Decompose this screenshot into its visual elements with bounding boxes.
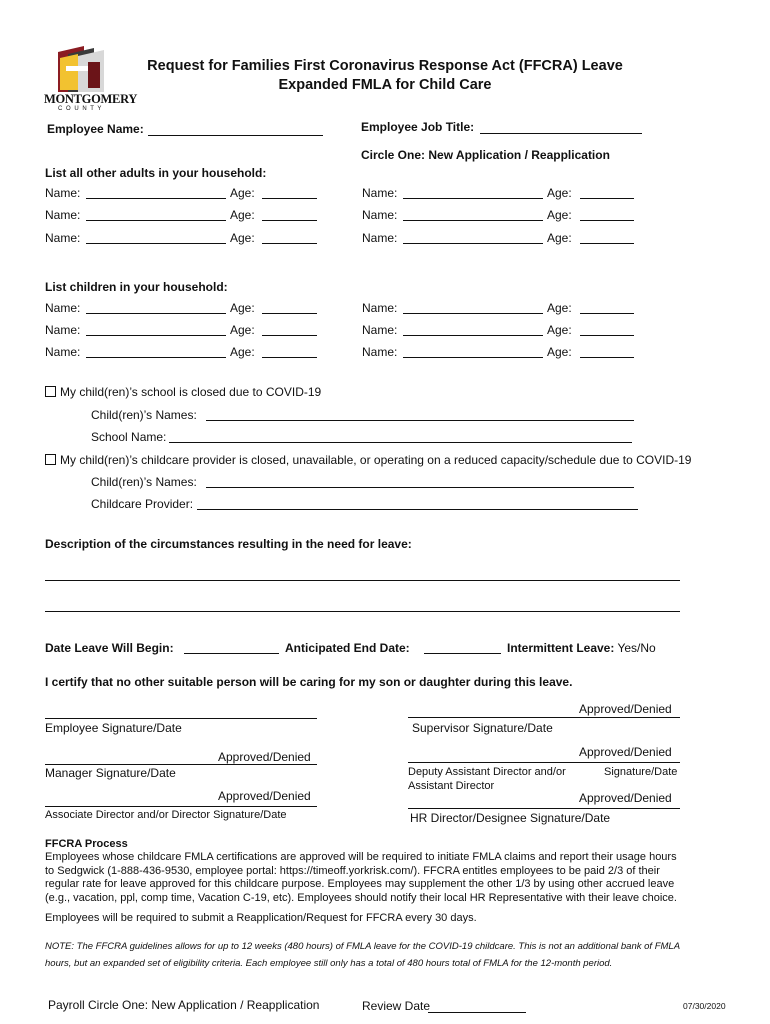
deputy-label-line1: Deputy Assistant Director and/or [408, 766, 566, 778]
hr-approved-denied[interactable]: Approved/Denied [579, 791, 672, 805]
process-paragraph [45, 851, 725, 905]
child-name-field[interactable] [86, 313, 226, 314]
school-childrens-names-label: Child(ren)’s Names: [91, 408, 197, 422]
form-date: 07/30/2020 [683, 1001, 726, 1011]
adult-name-field[interactable] [403, 198, 543, 199]
childcare-closed-checkbox[interactable] [45, 454, 56, 465]
process-line: (e.g., vacation, ppl, comp time, Vacation C-19, etc). Employees should notify their local HR Representative with their leave choice. [45, 891, 677, 904]
childcare-childrens-names-label: Child(ren)’s Names: [91, 475, 197, 489]
adult-age-label: Age: [547, 186, 572, 200]
supervisor-signature-label: Supervisor Signature/Date [412, 721, 553, 735]
intermittent-label: Intermittent Leave: [507, 641, 615, 655]
manager-approved-denied[interactable]: Approved/Denied [218, 750, 311, 764]
child-age-label: Age: [547, 345, 572, 359]
adult-name-field[interactable] [86, 220, 226, 221]
deputy-signature-date-label: Signature/Date [604, 766, 678, 778]
hr-signature-label: HR Director/Designee Signature/Date [410, 811, 611, 825]
adult-name-field[interactable] [86, 243, 226, 244]
child-age-label: Age: [230, 323, 255, 337]
supervisor-signature-line[interactable] [408, 717, 680, 718]
school-childrens-names-field[interactable] [206, 420, 634, 421]
employee-signature-line[interactable] [45, 718, 317, 719]
school-name-field[interactable] [169, 442, 632, 443]
child-age-label: Age: [230, 301, 255, 315]
school-closed-checkbox[interactable] [45, 386, 56, 397]
reapplication-note: Employees will be required to submit a Reapplication/Request for FFCRA every 30 days. [45, 912, 477, 924]
child-name-field[interactable] [86, 357, 226, 358]
child-age-field[interactable] [262, 335, 317, 336]
childcare-closed-option[interactable] [45, 453, 691, 467]
child-age-field[interactable] [580, 335, 634, 336]
deputy-approved-denied[interactable]: Approved/Denied [579, 745, 672, 759]
description-line-1[interactable] [45, 580, 680, 581]
adult-name-label: Name: [45, 231, 81, 245]
adult-age-field[interactable] [580, 243, 634, 244]
childcare-provider-field[interactable] [197, 509, 638, 510]
process-heading: FFCRA Process [45, 838, 128, 850]
logo-text: MONTGOMERY [44, 92, 138, 106]
page-title: Request for Families First Coronavirus Response Act (FFCRA) Leave [147, 58, 623, 74]
review-date-field[interactable] [428, 1012, 526, 1013]
circle-one-application: Circle One: New Application / Reapplication [361, 148, 610, 162]
note-line: NOTE: The FFCRA guidelines allows for up to 12 weeks (480 hours) of FMLA leave for the COVID-19 childcare. This is not an additional bank of FMLA [45, 941, 681, 952]
child-name-field[interactable] [86, 335, 226, 336]
adult-name-label: Name: [45, 186, 81, 200]
associate-signature-label: Associate Director and/or Director Signature/Date [45, 809, 287, 821]
adult-age-field[interactable] [262, 198, 317, 199]
child-name-label: Name: [362, 345, 398, 359]
intermittent-value: Yes/No [617, 641, 656, 655]
adult-age-label: Age: [230, 208, 255, 222]
school-closed-option[interactable] [45, 385, 321, 399]
adult-name-field[interactable] [403, 243, 543, 244]
deputy-signature-line[interactable] [408, 762, 680, 763]
adult-age-field[interactable] [580, 220, 634, 221]
child-name-field[interactable] [403, 335, 543, 336]
child-age-field[interactable] [262, 313, 317, 314]
adult-age-field[interactable] [262, 220, 317, 221]
page-subtitle: Expanded FMLA for Child Care [278, 77, 492, 93]
note-line: hours, but an expanded set of eligibility criteria. Each employee still only has a total of 480 hours total of FMLA for the 12-month period. [45, 958, 613, 969]
childcare-provider-label: Childcare Provider: [91, 497, 194, 511]
process-line: to Sedgwick (1-888-436-9530, employee portal: https://timeoff.yorkrisk.com/). FFCRA entitles employees to be paid 2/3 of their [45, 864, 660, 877]
child-age-field[interactable] [262, 357, 317, 358]
employee-name-field[interactable] [148, 135, 323, 136]
hr-signature-line[interactable] [408, 808, 680, 809]
anticipated-end-field[interactable] [424, 653, 501, 654]
employee-signature-label: Employee Signature/Date [45, 721, 182, 735]
child-name-label: Name: [362, 323, 398, 337]
child-name-label: Name: [45, 323, 81, 337]
child-age-field[interactable] [580, 313, 634, 314]
adult-name-field[interactable] [86, 198, 226, 199]
child-age-label: Age: [230, 345, 255, 359]
childcare-closed-label: My child(ren)’s childcare provider is closed, unavailable, or operating on a reduced capacity/schedule due to COVID-19 [60, 453, 692, 467]
manager-signature-line[interactable] [45, 764, 317, 765]
adult-age-field[interactable] [580, 198, 634, 199]
adult-name-label: Name: [362, 208, 398, 222]
review-date-label: Review Date [362, 999, 431, 1013]
logo-subtext: C O U N T Y [58, 106, 103, 112]
school-name-label: School Name: [91, 430, 167, 444]
child-name-field[interactable] [403, 357, 543, 358]
adult-name-field[interactable] [403, 220, 543, 221]
child-age-field[interactable] [580, 357, 634, 358]
adults-heading: List all other adults in your household: [45, 166, 267, 180]
process-line: Employees whose childcare FMLA certifications are approved will be required to initiate FMLA claims and report their usage hours [45, 851, 677, 863]
employee-job-title-label: Employee Job Title: [361, 120, 475, 134]
child-age-label: Age: [547, 301, 572, 315]
child-name-label: Name: [362, 301, 398, 315]
process-line: regular rate for leave approved for this childcare purpose. Employees may supplement the other 1/3 by using other accrued leave [45, 878, 675, 890]
payroll-circle-one: Payroll Circle One: New Application / Reapplication [48, 998, 320, 1012]
employee-name-label: Employee Name: [47, 122, 144, 136]
employee-job-title-field[interactable] [480, 133, 642, 134]
adult-name-label: Name: [45, 208, 81, 222]
associate-approved-denied[interactable]: Approved/Denied [218, 789, 311, 803]
school-closed-label: My child(ren)’s school is closed due to COVID-19 [60, 385, 322, 399]
child-name-label: Name: [45, 301, 81, 315]
adult-age-label: Age: [230, 186, 255, 200]
date-begin-label: Date Leave Will Begin: [45, 641, 174, 655]
description-line-2[interactable] [45, 611, 680, 612]
certify-statement: I certify that no other suitable person will be caring for my son or daughter during this leave. [45, 675, 573, 689]
adult-age-label: Age: [230, 231, 255, 245]
manager-signature-label: Manager Signature/Date [45, 766, 176, 780]
adult-age-label: Age: [547, 208, 572, 222]
child-age-label: Age: [547, 323, 572, 337]
adult-age-label: Age: [547, 231, 572, 245]
child-name-label: Name: [45, 345, 81, 359]
adult-age-field[interactable] [262, 243, 317, 244]
date-begin-field[interactable] [184, 653, 279, 654]
anticipated-end-label: Anticipated End Date: [285, 641, 410, 655]
deputy-label-line2: Assistant Director [408, 780, 495, 792]
supervisor-approved-denied[interactable]: Approved/Denied [579, 702, 672, 716]
description-label: Description of the circumstances resulting in the need for leave: [45, 537, 412, 551]
intermittent-leave [507, 641, 656, 655]
adult-name-label: Name: [362, 186, 398, 200]
associate-signature-line[interactable] [45, 806, 317, 807]
children-heading: List children in your household: [45, 280, 228, 294]
adult-name-label: Name: [362, 231, 398, 245]
ffcra-note [45, 938, 735, 972]
childcare-childrens-names-field[interactable] [206, 487, 634, 488]
child-name-field[interactable] [403, 313, 543, 314]
